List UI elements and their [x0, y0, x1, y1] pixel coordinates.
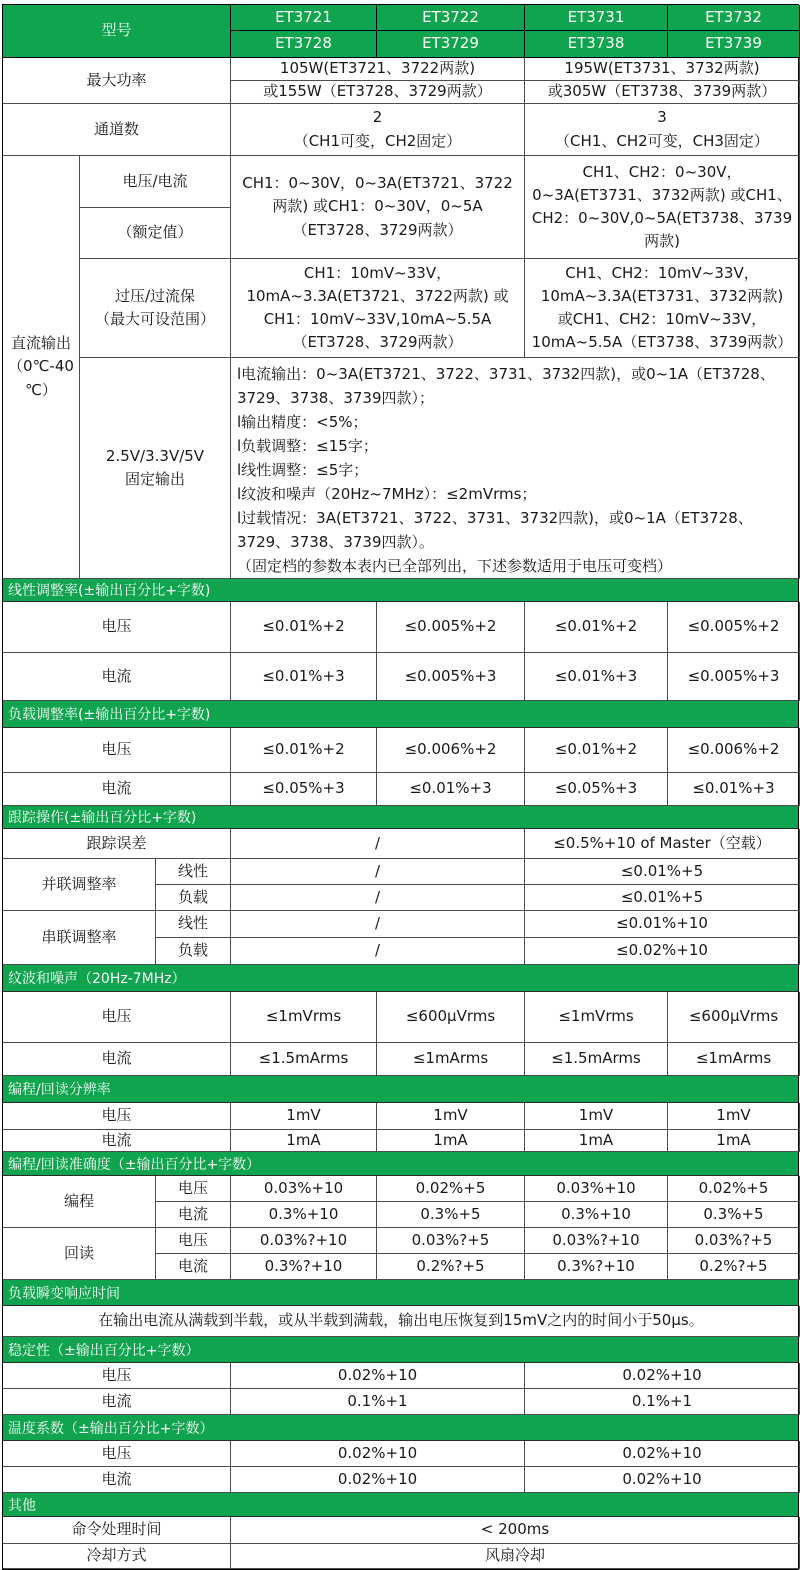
data-cell: 1mV [668, 1103, 800, 1130]
dc-output-label-line: （0℃-40 [8, 357, 74, 376]
data-cell: ≤0.05%+3 [525, 773, 668, 806]
ovp-cell: CH1、CH2：10mV~33V，10mA~3.3A(ET3731、3732两款) 或CH1、CH2：10mV~33V，10mA~5.5A（ET3738、3739两款） [525, 259, 800, 358]
data-cell: 0.3%?+10 [231, 1254, 377, 1280]
transient-text: 在输出电流从满载到半载，或从半载到满载，输出电压恢复到15mV之内的时间小于50μs。 [3, 1306, 800, 1337]
row-label: 并联调整率 [3, 859, 156, 911]
data-cell: ≤0.01%+2 [231, 602, 377, 653]
section-bar-load: 负载调整率(±输出百分比+字数) [3, 701, 798, 728]
channels-block [3, 104, 798, 156]
data-cell: ≤0.01%+2 [231, 728, 377, 773]
data-cell: 0.02%+5 [377, 1176, 525, 1202]
data-cell: 1mA [668, 1130, 800, 1152]
data-cell: ≤0.02%+10 [525, 938, 800, 965]
row-label: 电流 [3, 1389, 231, 1415]
channels-cell [231, 104, 525, 156]
data-cell: ≤0.006%+2 [377, 728, 525, 773]
data-cell: ≤0.01%+3 [377, 773, 525, 806]
sub-label: 线性 [156, 859, 231, 885]
data-cell: 0.03%+10 [231, 1176, 377, 1202]
section-bar-other: 其他 [3, 1493, 798, 1517]
channel-count: 3 [657, 108, 667, 127]
data-cell: 0.03%?+10 [231, 1228, 377, 1254]
stability-block [3, 1363, 798, 1415]
resolution-block [3, 1103, 798, 1152]
data-cell: ≤0.01%+5 [525, 859, 800, 885]
other-block [3, 1517, 798, 1569]
transient-block [3, 1306, 798, 1337]
row-label: 冷却方式 [3, 1544, 231, 1569]
fixed-output-line: l电流输出：0~3A(ET3721、3722、3731、3732四款)，或0~1A（ET3728、3729、3738、3739四款）； [237, 365, 775, 407]
fixed-output-label [80, 358, 231, 579]
channels-cell [525, 104, 800, 156]
dc-output-label-line: ℃） [25, 380, 57, 399]
row-label: 串联调整率 [3, 911, 156, 965]
dc-output-label-line: 直流输出 [10, 334, 71, 353]
model-header-block [3, 5, 798, 58]
data-cell: ≤1mVrms [525, 992, 668, 1043]
data-cell: ≤0.01%+2 [525, 728, 668, 773]
data-cell: / [231, 885, 525, 911]
data-cell: ≤1mArms [668, 1043, 800, 1076]
channel-count: 2 [372, 108, 383, 127]
fixed-output-line: （固定档的参数本表内已全部列出，下述参数适用于电压可变档） [237, 557, 673, 575]
max-power-cell: 或155W（ET3728、3729两款） [231, 81, 525, 104]
data-cell: 0.1%+1 [231, 1389, 525, 1415]
model-cell: ET3732 [668, 5, 800, 31]
accuracy-block [3, 1176, 798, 1280]
sub-label: 线性 [156, 911, 231, 938]
ripple-block [3, 992, 798, 1076]
load-block [3, 728, 798, 806]
fixed-output-cell [231, 358, 800, 579]
data-cell: ≤1.5mArms [525, 1043, 668, 1076]
section-bar-linear: 线性调整率(±输出百分比+字数) [3, 579, 798, 602]
row-label: 电压 [3, 1363, 231, 1389]
model-cell: ET3731 [525, 5, 668, 31]
fixed-output-line: l负载调整：≤15字； [237, 437, 378, 455]
row-label: 电压 [3, 1103, 231, 1130]
sub-label: 负载 [156, 885, 231, 911]
fixed-output-line: l过载情况：3A(ET3721、3722、3731、3732四款)，或0~1A（ET3728、3729、3738、3739四款）。 [237, 509, 753, 551]
ovp-label-line: （最大可设范围） [94, 310, 215, 328]
section-bar-tracking: 跟踪操作(±输出百分比+字数) [3, 806, 798, 829]
vi-rated-cell: CH1、CH2：0~30V，0~3A(ET3731、3732两款) 或CH1、CH2：0~30V,0~5A(ET3738、3739两款) [525, 156, 800, 259]
vi-rated-label: （额定值） [80, 208, 231, 259]
data-cell: 0.1%+1 [525, 1389, 800, 1415]
data-cell: 0.3%+10 [525, 1202, 668, 1228]
data-cell: 1mA [231, 1130, 377, 1152]
fixed-output-label-line: 固定输出 [124, 470, 185, 488]
model-cell: ET3722 [377, 5, 525, 31]
data-cell: 1mV [231, 1103, 377, 1130]
sub-label: 电压 [156, 1228, 231, 1254]
ovp-label-line: 过压/过流保 [114, 286, 196, 305]
row-label: 电流 [3, 653, 231, 701]
data-cell: ≤0.005%+2 [668, 602, 800, 653]
data-cell: / [231, 911, 525, 938]
model-cell: ET3738 [525, 31, 668, 58]
data-cell: / [231, 938, 525, 965]
data-cell: ≤0.01%+3 [525, 653, 668, 701]
model-cell: ET3739 [668, 31, 800, 58]
data-cell: 0.3%+5 [377, 1202, 525, 1228]
tracking-block [3, 829, 798, 965]
data-cell: < 200ms [231, 1517, 800, 1544]
model-cell: ET3729 [377, 31, 525, 58]
ovp-label [80, 259, 231, 358]
data-cell: 0.02%+10 [231, 1363, 525, 1389]
section-bar-stability: 稳定性（±输出百分比+字数） [3, 1337, 798, 1363]
data-cell: ≤1mArms [377, 1043, 525, 1076]
data-cell: 0.2%?+5 [377, 1254, 525, 1280]
data-cell: 0.2%?+5 [668, 1254, 800, 1280]
row-label: 跟踪误差 [3, 829, 231, 859]
sub-label: 电流 [156, 1202, 231, 1228]
data-cell: ≤0.01%+2 [525, 602, 668, 653]
row-label: 电流 [3, 1043, 231, 1076]
data-cell: ≤0.005%+3 [668, 653, 800, 701]
vi-rated-cell: CH1：0~30V，0~3A(ET3721、3722两款) 或CH1：0~30V，0~5A（ET3728、3729两款） [231, 156, 525, 259]
data-cell: 1mA [525, 1130, 668, 1152]
row-label: 编程 [3, 1176, 156, 1228]
row-label: 命令处理时间 [3, 1517, 231, 1544]
data-cell: ≤0.006%+2 [668, 728, 800, 773]
data-cell: 1mV [525, 1103, 668, 1130]
data-cell: / [231, 859, 525, 885]
vi-rated-label: 电压/电流 [80, 156, 231, 208]
row-label: 电压 [3, 1441, 231, 1467]
data-cell: 0.02%+10 [231, 1467, 525, 1493]
fixed-output-line: l纹波和噪声（20Hz~7MHz）：≤2mVrms； [237, 485, 537, 503]
row-label: 电流 [3, 1130, 231, 1152]
row-label: 电流 [3, 1467, 231, 1493]
data-cell: ≤600μVrms [377, 992, 525, 1043]
fixed-output-line: l线性调整：≤5字； [237, 461, 369, 479]
fixed-output-line: l输出精度：<5%； [237, 413, 368, 431]
max-power-block [3, 58, 798, 104]
dc-output-block [3, 156, 798, 579]
tempco-block [3, 1441, 798, 1493]
model-cell: ET3728 [231, 31, 377, 58]
data-cell: ≤1.5mArms [231, 1043, 377, 1076]
section-bar-resolution: 编程/回读分辨率 [3, 1076, 798, 1103]
data-cell: 0.03%?+10 [525, 1228, 668, 1254]
data-cell: ≤0.005%+2 [377, 602, 525, 653]
linear-block [3, 602, 798, 701]
max-power-cell: 195W(ET3731、3732两款) [525, 58, 800, 81]
row-label: 电压 [3, 992, 231, 1043]
data-cell: ≤0.01%+3 [231, 653, 377, 701]
data-cell: 0.02%+10 [231, 1441, 525, 1467]
data-cell: / [231, 829, 525, 859]
ovp-cell: CH1：10mV~33V，10mA~3.3A(ET3721、3722两款) 或CH1：10mV~33V,10mA~5.5A（ET3728、3729两款） [231, 259, 525, 358]
sub-label: 负载 [156, 938, 231, 965]
model-header-label: 型号 [3, 5, 231, 58]
data-cell: ≤0.01%+10 [525, 911, 800, 938]
data-cell: 0.3%+5 [668, 1202, 800, 1228]
section-bar-transient: 负载瞬变响应时间 [3, 1280, 798, 1306]
data-cell: ≤1mVrms [231, 992, 377, 1043]
sub-label: 电压 [156, 1176, 231, 1202]
data-cell: 0.02%+10 [525, 1441, 800, 1467]
model-cell: ET3721 [231, 5, 377, 31]
channels-label: 通道数 [3, 104, 231, 156]
channel-desc: （CH1、CH2可变，CH3固定） [555, 131, 769, 150]
spec-table [2, 4, 799, 1570]
max-power-cell: 105W(ET3721、3722两款) [231, 58, 525, 81]
data-cell: ≤600μVrms [668, 992, 800, 1043]
data-cell: ≤0.01%+3 [668, 773, 800, 806]
channel-desc: （CH1可变，CH2固定） [293, 131, 462, 150]
data-cell: 1mA [377, 1130, 525, 1152]
sub-label: 电流 [156, 1254, 231, 1280]
section-bar-accuracy: 编程/回读准确度（±输出百分比+字数） [3, 1152, 798, 1176]
section-bar-ripple: 纹波和噪声（20Hz-7MHz） [3, 965, 798, 992]
row-label: 电流 [3, 773, 231, 806]
max-power-cell: 或305W（ET3738、3739两款） [525, 81, 800, 104]
data-cell: 1mV [377, 1103, 525, 1130]
data-cell: ≤0.5%+10 of Master（空载） [525, 829, 800, 859]
data-cell: 0.02%+10 [525, 1363, 800, 1389]
data-cell: 0.3%?+10 [525, 1254, 668, 1280]
max-power-label: 最大功率 [3, 58, 231, 104]
data-cell: 0.03%+10 [525, 1176, 668, 1202]
data-cell: 0.03%?+5 [377, 1228, 525, 1254]
dc-output-label [3, 156, 80, 579]
row-label: 电压 [3, 728, 231, 773]
section-bar-tempco: 温度系数（±输出百分比+字数） [3, 1415, 798, 1441]
fixed-output-label-line: 2.5V/3.3V/5V [105, 446, 205, 465]
row-label: 回读 [3, 1228, 156, 1280]
data-cell: ≤0.005%+3 [377, 653, 525, 701]
data-cell: 0.03%?+5 [668, 1228, 800, 1254]
data-cell: 风扇冷却 [231, 1544, 800, 1569]
data-cell: 0.02%+5 [668, 1176, 800, 1202]
data-cell: 0.3%+10 [231, 1202, 377, 1228]
data-cell: 0.02%+10 [525, 1467, 800, 1493]
data-cell: ≤0.05%+3 [231, 773, 377, 806]
data-cell: ≤0.01%+5 [525, 885, 800, 911]
row-label: 电压 [3, 602, 231, 653]
